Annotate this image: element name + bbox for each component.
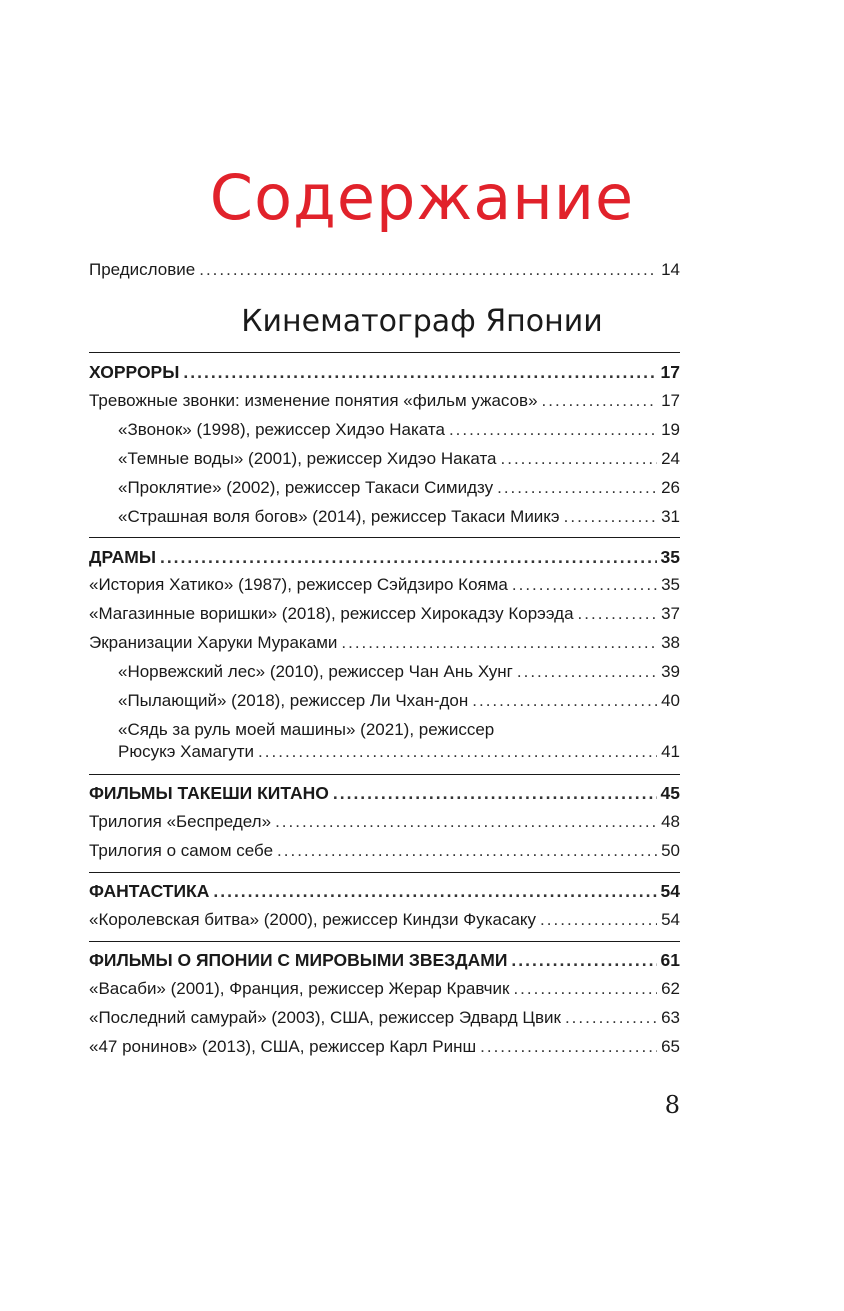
toc-entry[interactable]: [89, 602, 680, 626]
toc-entry-label: «Последний самурай» (2003), США, режиссер Эдвард Цвик: [89, 1008, 561, 1027]
section-divider: [89, 872, 680, 873]
toc-entry[interactable]: [118, 505, 680, 529]
toc-section-label: ФИЛЬМЫ О ЯПОНИИ С МИРОВЫМИ ЗВЕЗДАМИ: [89, 950, 508, 970]
toc-entry-page: 50: [661, 841, 680, 860]
toc-entry-label: Предисловие: [89, 260, 196, 279]
toc-entry[interactable]: [89, 573, 680, 597]
page-number: 8: [664, 1091, 680, 1119]
toc-section-page: 17: [660, 362, 680, 382]
toc-entry-page: 14: [661, 260, 680, 279]
leader-dots: [275, 810, 657, 834]
toc-section-page: 35: [660, 547, 680, 567]
toc-entry-page: 41: [661, 742, 680, 761]
toc-section-page: 54: [660, 881, 680, 901]
toc-entry-label: «Темные воды» (2001), режиссер Хидэо Наката: [118, 449, 497, 468]
toc-entry-label: «Страшная воля богов» (2014), режиссер Такаси Миикэ: [118, 507, 560, 526]
toc-section-label: ХОРРОРЫ: [89, 362, 180, 382]
toc-entry-page: 54: [661, 910, 680, 929]
toc-entry-label: «Проклятие» (2002), режиссер Такаси Симидзу: [118, 478, 494, 497]
leader-dots: [480, 1035, 657, 1059]
toc-entry-label: «История Хатико» (1987), режиссер Сэйдзиро Кояма: [89, 575, 508, 594]
toc-section-horror[interactable]: [89, 360, 680, 384]
toc-entry-page: 37: [661, 604, 680, 623]
toc-entry-label[interactable]: «Сядь за руль моей машины» (2021), режиссер: [118, 720, 495, 739]
toc-entry-page: 62: [661, 979, 680, 998]
leader-dots: [578, 602, 658, 626]
toc-section-label: ДРАМЫ: [89, 547, 156, 567]
leader-dots: [199, 258, 657, 282]
toc-entry-label: «Васаби» (2001), Франция, режиссер Жерар Кравчик: [89, 979, 510, 998]
page-title: Содержание: [209, 161, 635, 234]
toc-entry-page: 63: [661, 1008, 680, 1027]
leader-dots: [333, 781, 657, 805]
toc-entry-page: 65: [661, 1037, 680, 1056]
leader-dots: [277, 839, 657, 863]
section-divider: [89, 537, 680, 538]
toc-section-kitano[interactable]: [89, 781, 680, 805]
toc-entry-page: 24: [661, 449, 680, 468]
toc-entry-preface[interactable]: [89, 258, 680, 282]
toc-entry-label: «Пылающий» (2018), режиссер Ли Чхан-дон: [118, 691, 469, 710]
leader-dots: [258, 740, 657, 764]
leader-dots: [160, 545, 657, 569]
leader-dots: [512, 573, 657, 597]
leader-dots: [542, 389, 658, 413]
toc-entry-page: 26: [661, 478, 680, 497]
toc-section-page: 45: [660, 783, 680, 803]
toc-entry-page: 35: [661, 575, 680, 594]
toc-entry[interactable]: [89, 839, 680, 863]
toc-entry-page: 38: [661, 633, 680, 652]
toc-entry-label: Экранизации Харуки Мураками: [89, 633, 338, 652]
section-divider: [89, 774, 680, 775]
leader-dots: [517, 660, 657, 684]
toc-entry-page: 40: [661, 691, 680, 710]
leader-dots: [501, 447, 658, 471]
toc-entry-page: 48: [661, 812, 680, 831]
toc-entry-label: «Магазинные воришки» (2018), режиссер Хирокадзу Корээда: [89, 604, 574, 623]
toc-entry-page: 17: [661, 391, 680, 410]
toc-entry-page: 31: [661, 507, 680, 526]
toc-entry-label: Тревожные звонки: изменение понятия «фильм ужасов»: [89, 391, 538, 410]
leader-dots: [513, 977, 657, 1001]
section-divider: [89, 352, 680, 353]
toc-entry-label: Трилогия о самом себе: [89, 841, 274, 860]
toc-entry[interactable]: [89, 631, 680, 655]
leader-dots: [472, 689, 657, 713]
toc-entry[interactable]: [89, 908, 680, 932]
toc-entry[interactable]: [89, 810, 680, 834]
toc-entry[interactable]: [89, 977, 680, 1001]
toc-entry[interactable]: [118, 660, 680, 684]
toc-entry[interactable]: [89, 1006, 680, 1030]
leader-dots: [497, 476, 657, 500]
toc-entry-page: 39: [661, 662, 680, 681]
leader-dots: [540, 908, 657, 932]
toc-entry-label: «Норвежский лес» (2010), режиссер Чан Ань Хунг: [118, 662, 513, 681]
toc-entry[interactable]: [118, 689, 680, 713]
leader-dots: [511, 948, 656, 972]
toc-entry-label: «47 ронинов» (2013), США, режиссер Карл Ринш: [89, 1037, 477, 1056]
toc-entry[interactable]: [118, 447, 680, 471]
toc-entry-page: 19: [661, 420, 680, 439]
toc-entry-label: «Королевская битва» (2000), режиссер Киндзи Фукасаку: [89, 910, 537, 929]
toc-section-label: ФИЛЬМЫ ТАКЕШИ КИТАНО: [89, 783, 329, 803]
toc-section-drama[interactable]: [89, 545, 680, 569]
toc-entry[interactable]: [118, 740, 680, 764]
leader-dots: [564, 505, 657, 529]
toc-entry-label: Трилогия «Беспредел»: [89, 812, 272, 831]
leader-dots: [449, 418, 657, 442]
toc-section-page: 61: [660, 950, 680, 970]
leader-dots: [565, 1006, 657, 1030]
leader-dots: [183, 360, 656, 384]
leader-dots: [213, 879, 656, 903]
toc-section-fantasy[interactable]: [89, 879, 680, 903]
toc-entry-label: «Звонок» (1998), режиссер Хидэо Наката: [118, 420, 445, 439]
toc-entry[interactable]: [89, 389, 680, 413]
toc-entry[interactable]: [118, 476, 680, 500]
toc-section-world-stars[interactable]: [89, 948, 680, 972]
section-divider: [89, 941, 680, 942]
part-title: Кинематограф Японии: [241, 304, 603, 339]
toc-entry[interactable]: [89, 1035, 680, 1059]
toc-section-label: ФАНТАСТИКА: [89, 881, 210, 901]
leader-dots: [341, 631, 657, 655]
toc-entry[interactable]: [118, 418, 680, 442]
toc-entry-label-continued: Рюсукэ Хамагути: [118, 742, 255, 761]
